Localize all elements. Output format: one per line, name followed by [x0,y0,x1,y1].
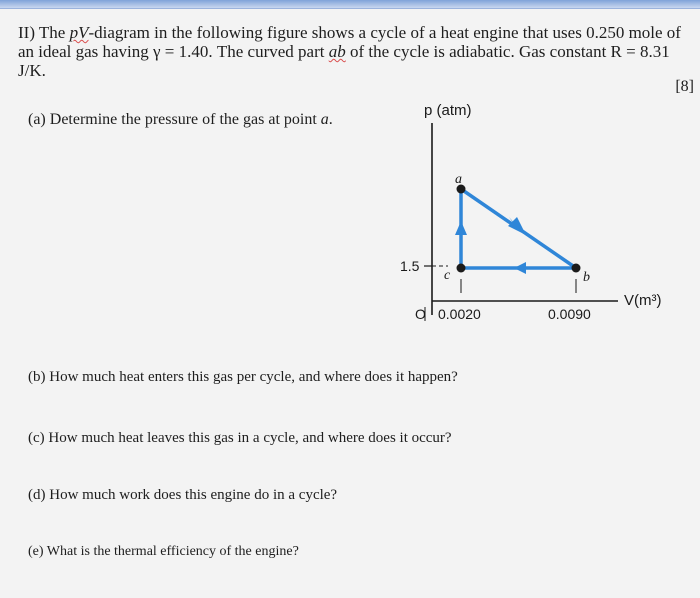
y-axis-label: p (atm) [424,102,472,119]
question-a-end: . [328,111,333,128]
intro-pv: pV [69,23,89,42]
point-a-label: a [455,172,462,187]
v-tick-1-label: 0.0020 [438,306,481,322]
v-tick-2-label: 0.0090 [548,306,591,322]
point-c-label: c [444,268,451,283]
x-axis-label: V(m³) [624,292,662,309]
marks-label: [8] [675,78,694,95]
point-c [457,264,466,273]
intro-text-1: II) The [18,23,70,42]
question-b: (b) How much heat enters this gas per cycle, and where does it happen? [28,369,458,385]
question-e: (e) What is the thermal efficiency of the engine? [28,544,299,559]
intro-text-3: of the cycle is adiabatic. Gas constant R = 8.31 J/K. [18,42,670,80]
arrow-bc-head [514,262,526,274]
p-tick-label: 1.5 [400,258,420,274]
question-a-text: (a) Determine the pressure of the gas at point [28,111,321,128]
origin-label: O [415,306,426,322]
problem-page [0,9,700,598]
pv-diagram [380,89,700,339]
question-d: (d) How much work does this engine do in a cycle? [28,487,338,503]
problem-statement [18,23,688,80]
arrow-ab-head [508,217,526,235]
arrow-ca-head [455,221,467,235]
question-c: (c) How much heat leaves this gas in a cycle, and where does it occur? [28,430,452,446]
intro-text-2: -diagram in the following figure shows a cycle of a heat engine that uses 0.250 mole of an ideal gas having γ = 1.40. The curved part [18,23,681,61]
point-b-label: b [583,270,590,285]
question-a-var: a [320,111,329,128]
point-b [572,264,581,273]
question-a [28,111,333,129]
intro-ab: ab [328,42,346,61]
window-top-bar [0,0,700,8]
